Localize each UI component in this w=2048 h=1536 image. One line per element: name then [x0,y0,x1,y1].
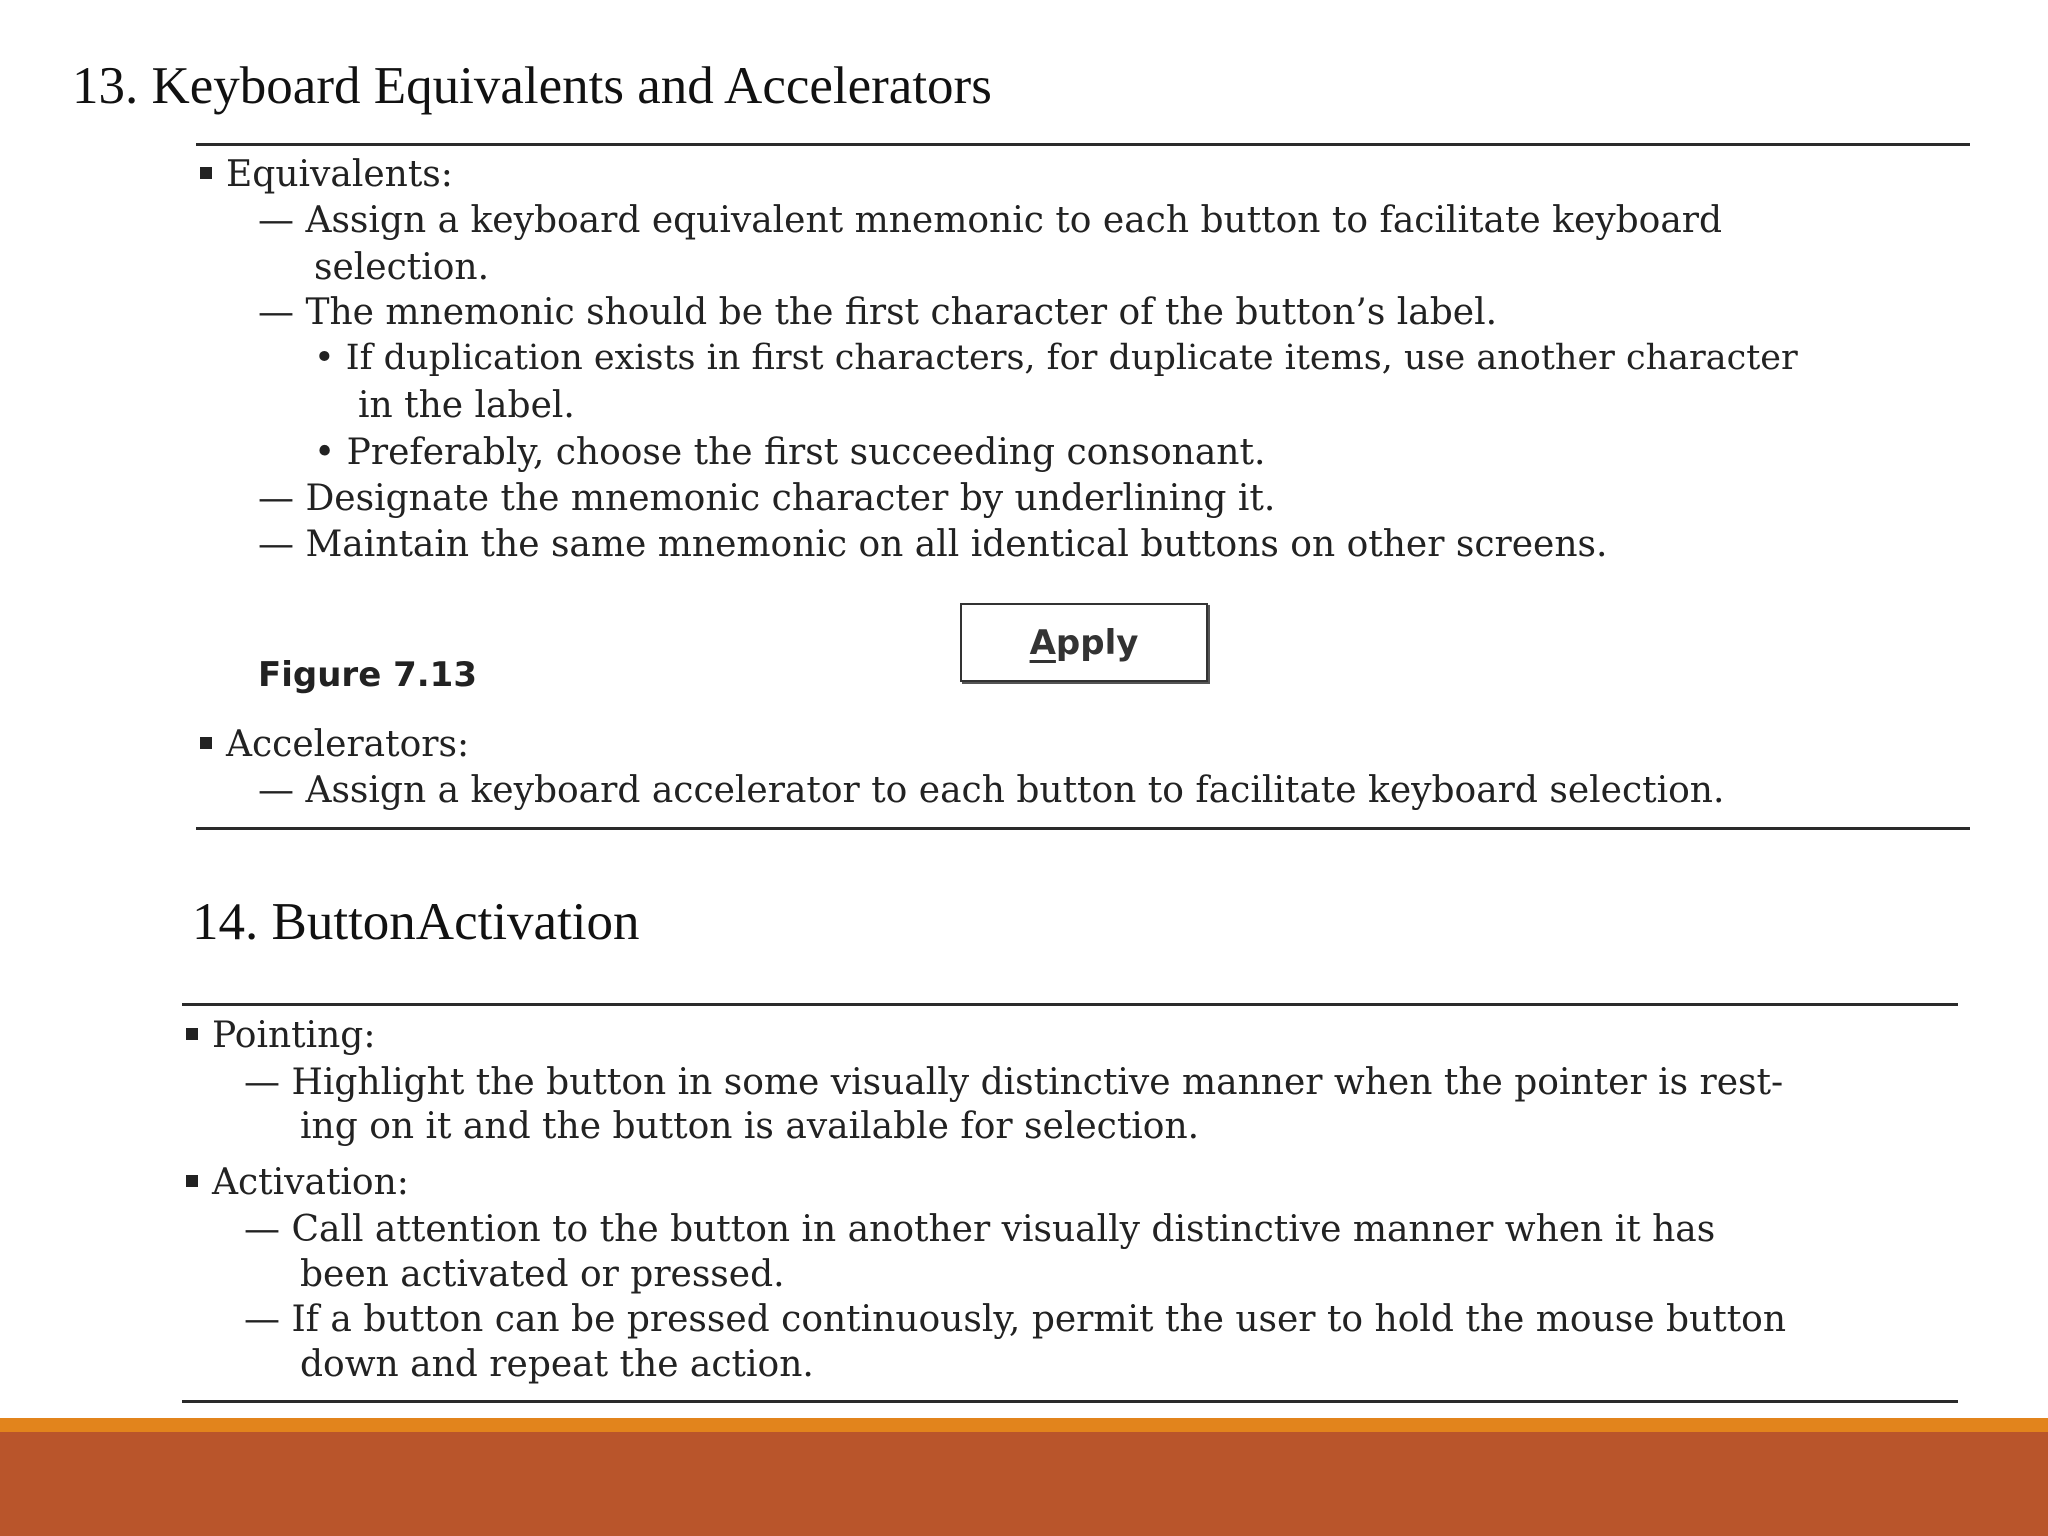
eq-line-3: — Designate the mnemonic character by underlining it. [258,478,1276,519]
act-line-1-cont: been activated or pressed. [300,1254,785,1295]
figure-bottom-rule [196,827,1970,830]
eq-line-2: — The mnemonic should be the first character of the button’s label. [258,292,1498,333]
footer-bar [0,1432,2048,1536]
accelerators-label: Accelerators: [200,724,469,765]
square-bullet-icon [200,167,212,179]
equivalents-label: Equivalents: [200,154,453,195]
figure-2-bottom-rule [182,1400,1958,1403]
square-bullet-icon [186,1028,198,1040]
eq-bullet-1: • If duplication exists in first characters, for duplicate items, use another character [314,338,1798,378]
act-line-2-cont: down and repeat the action. [300,1344,814,1385]
pt-line-1-cont: ing on it and the button is available for selection. [300,1106,1200,1147]
footer-accent-bar [0,1418,2048,1432]
figure-2-top-rule [182,1003,1958,1006]
eq-line-1: — Assign a keyboard equivalent mnemonic to each button to facilitate keyboard [258,200,1723,241]
apply-label-rest: pply [1055,622,1139,663]
apply-button-illustration [960,603,1208,682]
pointing-label: Pointing: [186,1015,375,1056]
acc-line-1: — Assign a keyboard accelerator to each button to facilitate keyboard selection. [258,770,1725,811]
eq-line-1-cont: selection. [314,247,490,288]
eq-line-4: — Maintain the same mnemonic on all identical buttons on other screens. [258,524,1608,565]
activation-label: Activation: [186,1162,409,1203]
square-bullet-icon [200,737,212,749]
act-line-2: — If a button can be pressed continuously, permit the user to hold the mouse button [244,1299,1787,1340]
figure-top-rule [196,143,1970,146]
square-bullet-icon [186,1175,198,1187]
apply-mnemonic: A [1029,622,1056,663]
eq-bullet-1-cont: in the label. [358,385,575,426]
section-14-heading: 14. ButtonActivation [192,893,640,951]
act-line-1: — Call attention to the button in another visually distinctive manner when it has [244,1209,1716,1250]
pt-line-1: — Highlight the button in some visually distinctive manner when the pointer is rest- [244,1062,1784,1103]
figure-label: Figure 7.13 [258,655,477,695]
section-13-heading: 13. Keyboard Equivalents and Accelerators [72,57,992,115]
eq-bullet-2: • Preferably, choose the first succeeding consonant. [314,432,1266,473]
